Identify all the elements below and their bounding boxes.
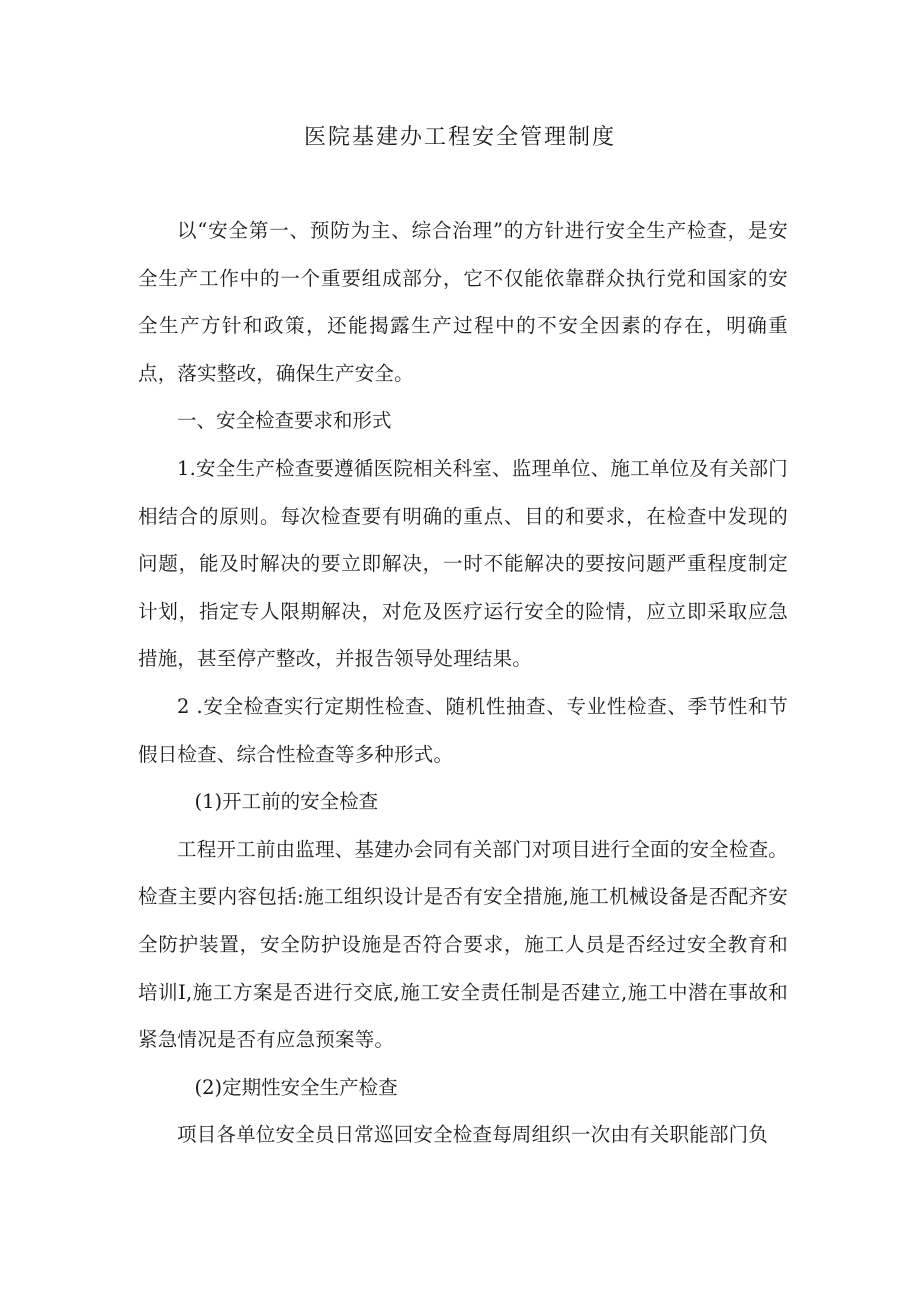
- item-2-paragraph: 2 .安全检查实行定期性检查、随机性抽查、专业性检查、季节性和节假日检查、综合性检查等多种形式。: [138, 694, 788, 766]
- subheading-1: (1)开工前的安全检查: [194, 790, 379, 814]
- document-body: [138, 207, 788, 1159]
- subsection-2-paragraph: 项目各单位安全员日常巡回安全检查每周组织一次由有关职能部门负: [177, 1123, 769, 1147]
- item-1-paragraph: 1.安全生产检查要遵循医院相关科室、监理单位、施工单位及有关部门相结合的原则。每次检查要有明确的重点、目的和要求，在检查中发现的问题，能及时解决的要立即解决，一时不能解决的要按问题严重程度制定计划，指定专人限期解决，对危及医疗运行安全的险情，应立即采取应急措施，甚至停产整改，并报告领导处理结果。: [138, 456, 788, 671]
- subsection-1-paragraph: 工程开工前由监理、基建办会同有关部门对项目进行全面的安全检查。检查主要内容包括:施工组织设计是否有安全措施,施工机械设备是否配齐安全防护装置，安全防护设施是否符合要求，施工人员是否经过安全教育和培训I,施工方案是否进行交底,施工安全责任制是否建立,施工中潜在事故和紧急情况是否有应急预案等。: [138, 837, 788, 1052]
- document-title: 医院基建办工程安全管理制度: [303, 125, 616, 150]
- subheading-2: (2)定期性安全生产检查: [194, 1075, 398, 1099]
- section-heading-1: 一、安全检查要求和形式: [177, 409, 392, 433]
- intro-paragraph: 以“安全第一、预防为主、综合治理”的方针进行安全生产检查，是安全生产工作中的一个重要组成部分，它不仅能依靠群众执行党和国家的安全生产方针和政策，还能揭露生产过程中的不安全因素的存在，明确重点，落实整改，确保生产安全。: [138, 219, 788, 385]
